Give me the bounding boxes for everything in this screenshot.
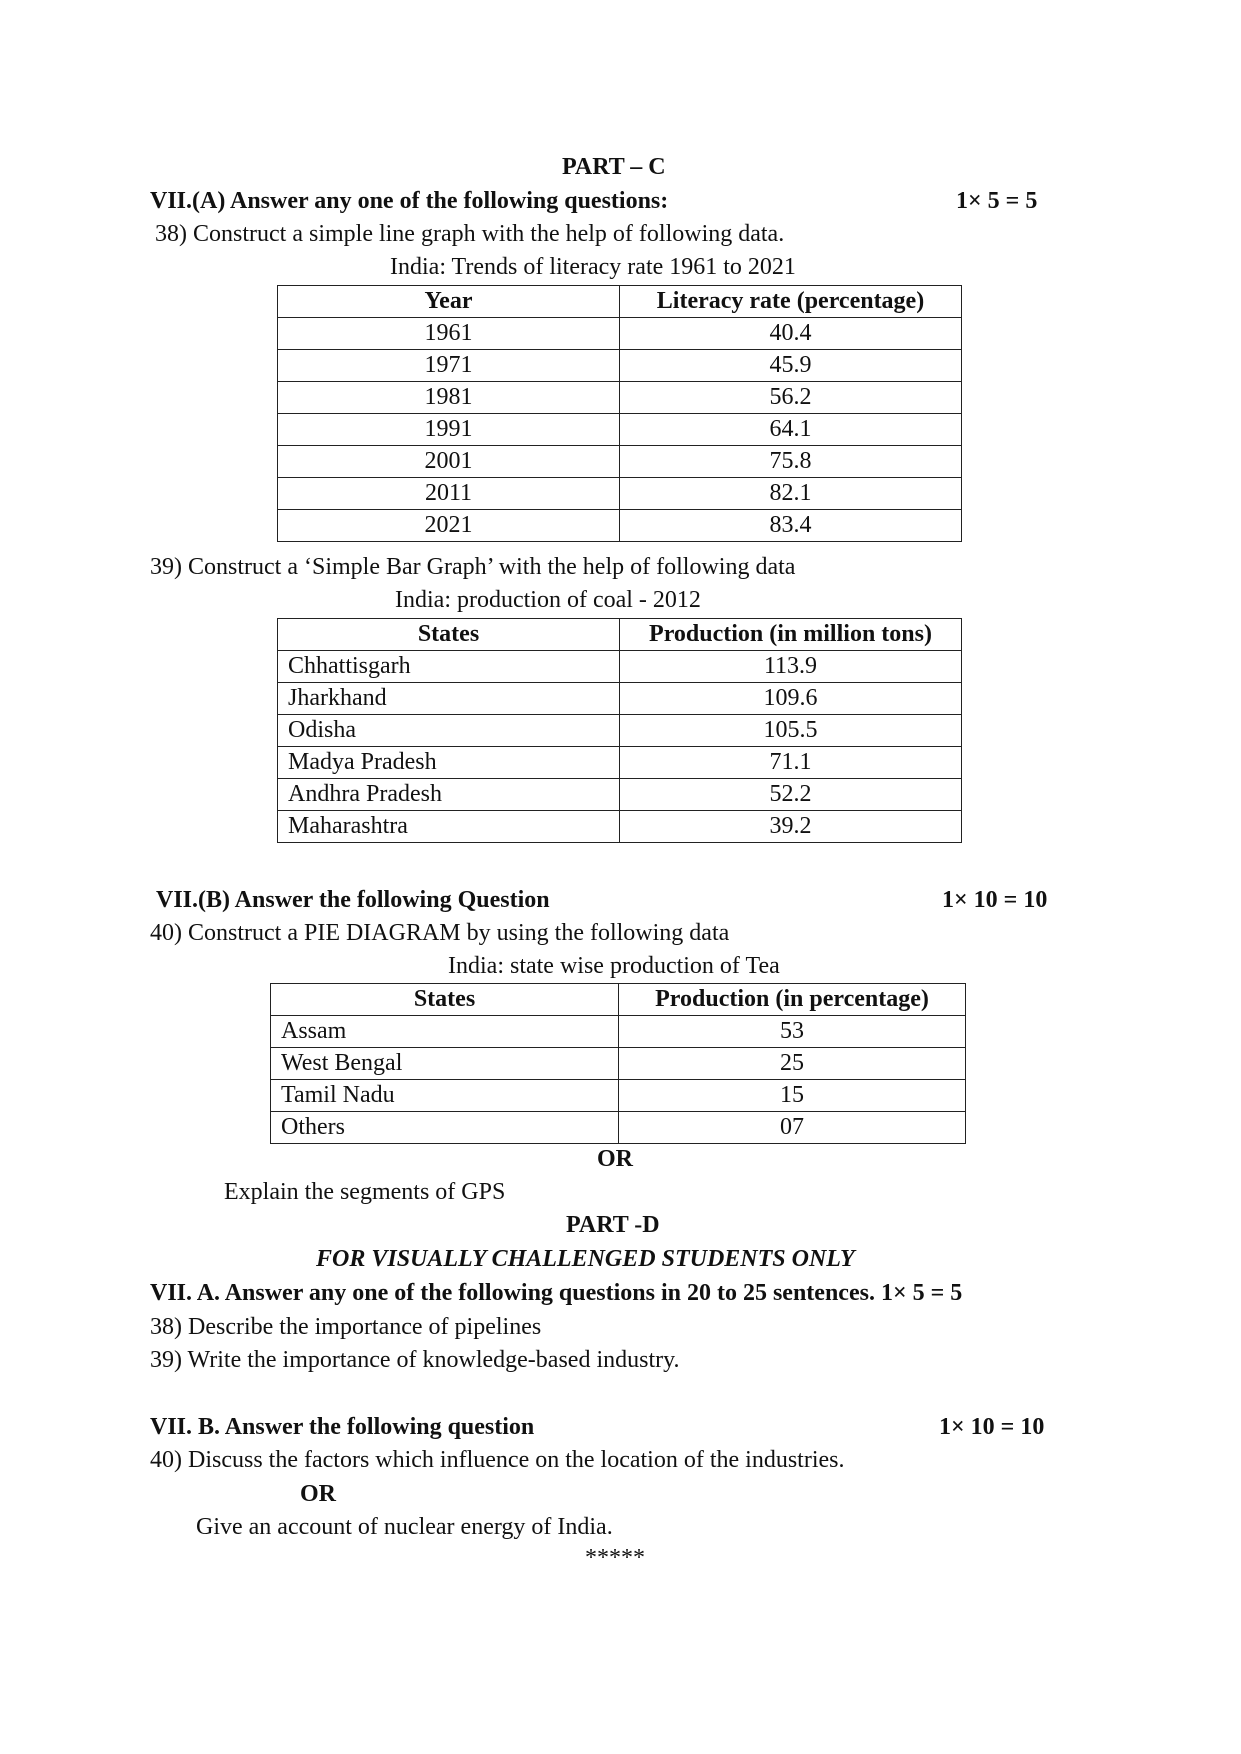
table-row [278,318,962,350]
part-d-q40: 40) Discuss the factors which influence on the location of the industries. [150,1447,845,1473]
cell-year: 1971 [278,350,620,382]
cell-value: 53 [619,1016,966,1048]
part-d-q39: 39) Write the importance of knowledge-based industry. [150,1347,680,1373]
cell-year: 1991 [278,414,620,446]
cell-value: 07 [619,1112,966,1144]
cell-state: Chhattisgarh [278,651,620,683]
q38-caption: India: Trends of literacy rate 1961 to 2021 [390,254,796,280]
part-d-or-separator: OR [300,1481,336,1507]
part-d-section-b-marks: 1× 10 = 10 [939,1414,1045,1440]
table-row [278,446,962,478]
header-states: States [278,619,620,651]
part-c-title: PART – C [562,154,666,180]
literacy-table [277,285,962,542]
cell-year: 1961 [278,318,620,350]
cell-value: 39.2 [620,811,962,843]
table-row [278,350,962,382]
table-row [278,651,962,683]
q39-prompt: 39) Construct a ‘Simple Bar Graph’ with the help of following data [150,554,796,580]
cell-state: Tamil Nadu [271,1080,619,1112]
q38-prompt: 38) Construct a simple line graph with the help of following data. [155,221,785,247]
cell-value: 71.1 [620,747,962,779]
cell-year: 2011 [278,478,620,510]
cell-state: Others [271,1112,619,1144]
cell-value: 15 [619,1080,966,1112]
table-row [278,478,962,510]
cell-year: 2001 [278,446,620,478]
cell-state: Assam [271,1016,619,1048]
table-row [278,811,962,843]
table-row [271,1016,966,1048]
q40-prompt: 40) Construct a PIE DIAGRAM by using the following data [150,920,730,946]
table-row [278,683,962,715]
table-row [278,510,962,542]
table-header-row [278,286,962,318]
q40-alternative: Explain the segments of GPS [224,1179,506,1205]
cell-value: 75.8 [620,446,962,478]
section-a-heading: VII.(A) Answer any one of the following questions: [150,188,669,214]
header-states: States [271,984,619,1016]
cell-state: Andhra Pradesh [278,779,620,811]
cell-value: 45.9 [620,350,962,382]
table-row [278,382,962,414]
table-row [271,1048,966,1080]
cell-value: 113.9 [620,651,962,683]
table-row [278,414,962,446]
cell-value: 109.6 [620,683,962,715]
header-year: Year [278,286,620,318]
tea-table [270,983,966,1144]
cell-year: 2021 [278,510,620,542]
or-separator: OR [597,1146,633,1172]
end-mark: ***** [585,1545,645,1571]
table-row [271,1112,966,1144]
part-d-section-b-heading: VII. B. Answer the following question [150,1414,535,1440]
part-d-section-a-heading: VII. A. Answer any one of the following questions in 20 to 25 sentences. 1× 5 = 5 [150,1280,963,1306]
part-d-title: PART -D [566,1212,660,1238]
table-row [278,747,962,779]
cell-value: 56.2 [620,382,962,414]
cell-value: 40.4 [620,318,962,350]
cell-value: 52.2 [620,779,962,811]
table-header-row [278,619,962,651]
cell-state: Madya Pradesh [278,747,620,779]
coal-table [277,618,962,843]
part-d-alternative: Give an account of nuclear energy of India. [196,1514,613,1540]
section-b-marks: 1× 10 = 10 [942,887,1048,913]
cell-state: West Bengal [271,1048,619,1080]
cell-year: 1981 [278,382,620,414]
section-a-marks: 1× 5 = 5 [956,188,1038,214]
header-production: Production (in percentage) [619,984,966,1016]
cell-value: 83.4 [620,510,962,542]
cell-value: 64.1 [620,414,962,446]
part-d-q38: 38) Describe the importance of pipelines [150,1314,542,1340]
table-row [278,779,962,811]
q40-caption: India: state wise production of Tea [448,953,780,979]
table-row [278,715,962,747]
q39-caption: India: production of coal - 2012 [395,587,701,613]
part-d-subtitle: FOR VISUALLY CHALLENGED STUDENTS ONLY [316,1246,855,1272]
table-header-row [271,984,966,1016]
cell-state: Odisha [278,715,620,747]
table-row [271,1080,966,1112]
cell-value: 82.1 [620,478,962,510]
cell-value: 105.5 [620,715,962,747]
cell-value: 25 [619,1048,966,1080]
header-literacy-rate: Literacy rate (percentage) [620,286,962,318]
cell-state: Jharkhand [278,683,620,715]
cell-state: Maharashtra [278,811,620,843]
header-production: Production (in million tons) [620,619,962,651]
section-b-heading: VII.(B) Answer the following Question [156,887,550,913]
